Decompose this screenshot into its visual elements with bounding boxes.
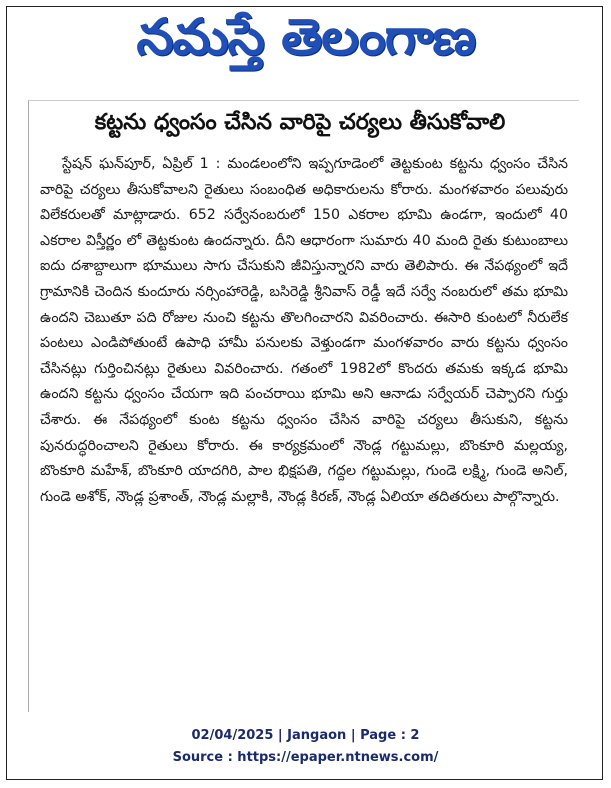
masthead (0, 8, 611, 78)
source-link[interactable]: Source : https://epaper.ntnews.com/ (172, 750, 439, 765)
newspaper-logo: నమస్తే తెలంగాణ (136, 7, 475, 66)
article-headline: కట్టను ధ్వంసం చేసిన వారిపై చర్యలు తీసుకోవాలి (94, 110, 506, 135)
edition-info: 02/04/2025 | Jangaon | Page : 2 (191, 728, 420, 743)
article-body: స్టేషన్ ఘన్‌పూర్, ఏప్రిల్ 1 : మండలంలోని ఇప్పగూడెంలో తెట్టకుంట కట్టను ధ్వంసం చేసిన వారిపై చర్యలు తీసుకోవాలని రైతులు సంబంధిత అధికారులను కోరారు. మంగళవారం పలువురు విలేకరులతో మాట్లాడారు. 652 సర్వేనంబరులో 150 ఎకరాల భూమి ఉండగా, ఇందులో 40 ఎకరాల విస్తీర్ణం లో తెట్టకుంట ఉందన్నారు. దీని ఆధారంగా సుమారు 40 మంది రైతు కుటుంబాలు ఐదు దశాబ్దాలుగా భూములు సాగు చేసుకుని జీవిస్తున్నారని వారు తెలిపారు. ఈ నేపథ్యంలో ఇదే గ్రామానికి చెందిన కుందూరు నర్సింహారెడ్డి, బసిరెడ్డి శ్రీనివాస్ రెడ్డీ ఇదే సర్వే నంబరులో తమ భూమి ఉందని చెబుతూ పది రోజుల నుంచి కట్టను తొలగించారని వివరించారు. ఈసారి కుంటలో నీరులేక పంటలు ఎండిపోతుంటే ఉపాధి హామీ పనులకు వెళ్తుండగా మంగళవారం వారు కట్టను ధ్వంసం చేసినట్లు గుర్తించినట్లు రైతులు వివరించారు. గతంలో 1982లో కొందరు తమకు ఇక్కడ భూమి ఉందని కట్టను ధ్వంసం చేయగా ఇది పంచరాయి భూమి అని ఆనాడు సర్వేయర్ చెప్పారని గుర్తు చేశారు. ఈ నేపథ్యంలో కుంట కట్టను ధ్వంసం చేసిన వారిపై చర్యలు తీసుకుని, కట్టను పునరుద్ధరించాలని రైతులు కోరారు. ఈ కార్యక్రమంలో నౌండ్ల గట్టుమల్లు, బొంకూరి మల్లయ్య, బొంకూరి మహేశ్, బొంకూరి యాదగిరి, పాల భిక్షపతి, గద్దల గట్టుమల్లు, గుండె లక్ష్మి, గుండె అనిల్, గుండె అశోక్, నౌండ్ల ప్రశాంత్, నౌండ్ల మల్లాకి, నౌండ్ల కిరణ్, నౌండ్ల ఏలియా తదితరులు పాల్గొన్నారు. (40, 156, 568, 505)
